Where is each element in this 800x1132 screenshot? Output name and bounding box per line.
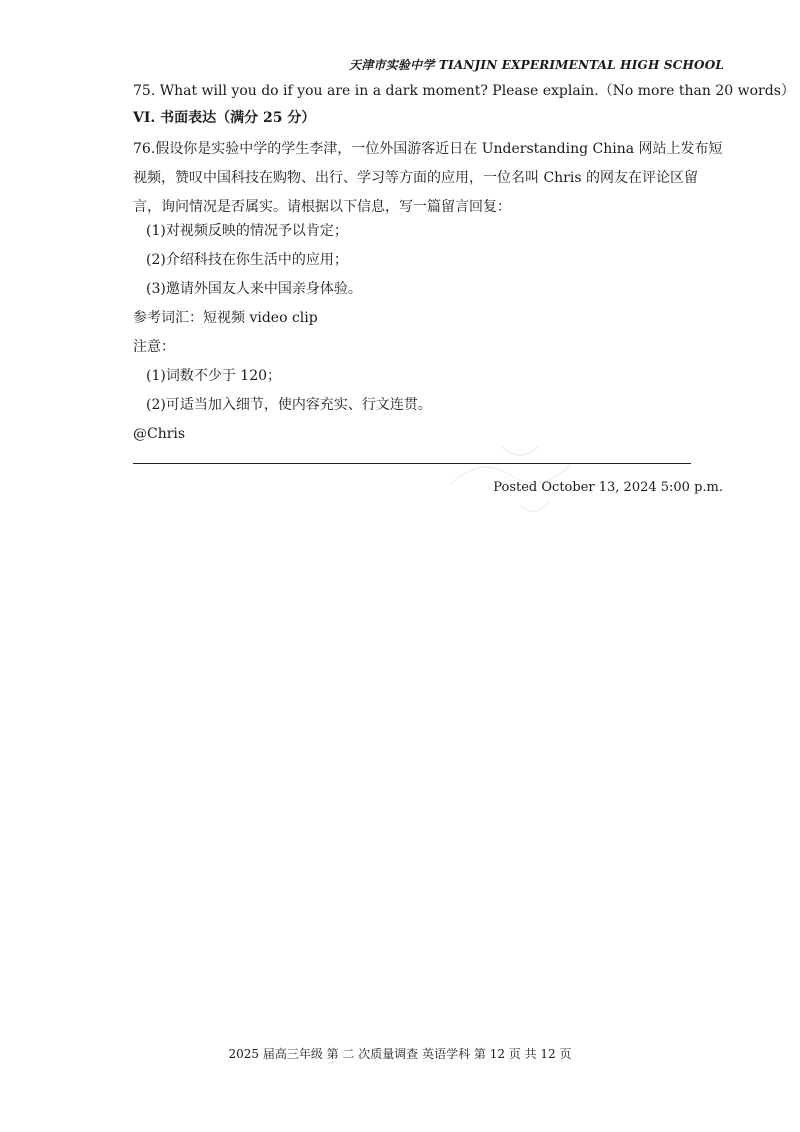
salutation: @Chris: [133, 426, 186, 442]
scan-smudge: [440, 425, 580, 535]
point-1: (1)对视频反映的情况予以肯定；: [146, 223, 348, 239]
notes-title: 注意：: [133, 339, 175, 355]
school-header: 天津市实验中学 TIANJIN EXPERIMENTAL HIGH SCHOOL: [349, 58, 724, 72]
note-1: (1)词数不少于 120；: [146, 368, 282, 384]
posted-timestamp: Posted October 13, 2024 5:00 p.m.: [493, 480, 723, 495]
note-2: (2)可适当加入细节，使内容充实、行文连贯。: [146, 397, 432, 413]
section-6-title: VI. 书面表达（满分 25 分）: [133, 110, 316, 126]
point-3: (3)邀请外国友人来中国亲身体验。: [146, 281, 362, 297]
question-76-prompt: 76.假设你是实验中学的学生李津，一位外国游客近日在 Understanding China 网站上发布短视频，赞叹中国科技在购物、出行、学习等方面的应用，一位名叫 Chris 的网友在评论区留言，询问情况是否属实。请根据以下信息，写一篇留言回复：: [133, 141, 723, 215]
page-footer: 2025 届高三年级 第 二 次质量调查 英语学科 第 12 页 共 12 页: [228, 1047, 572, 1061]
answer-line: [133, 463, 691, 464]
point-2: (2)介绍科技在你生活中的应用；: [146, 252, 348, 268]
reference-vocab: 参考词汇：短视频 video clip: [133, 310, 318, 326]
question-75: 75. What will you do if you are in a dark moment? Please explain.（No more than 20 words）: [133, 83, 795, 99]
